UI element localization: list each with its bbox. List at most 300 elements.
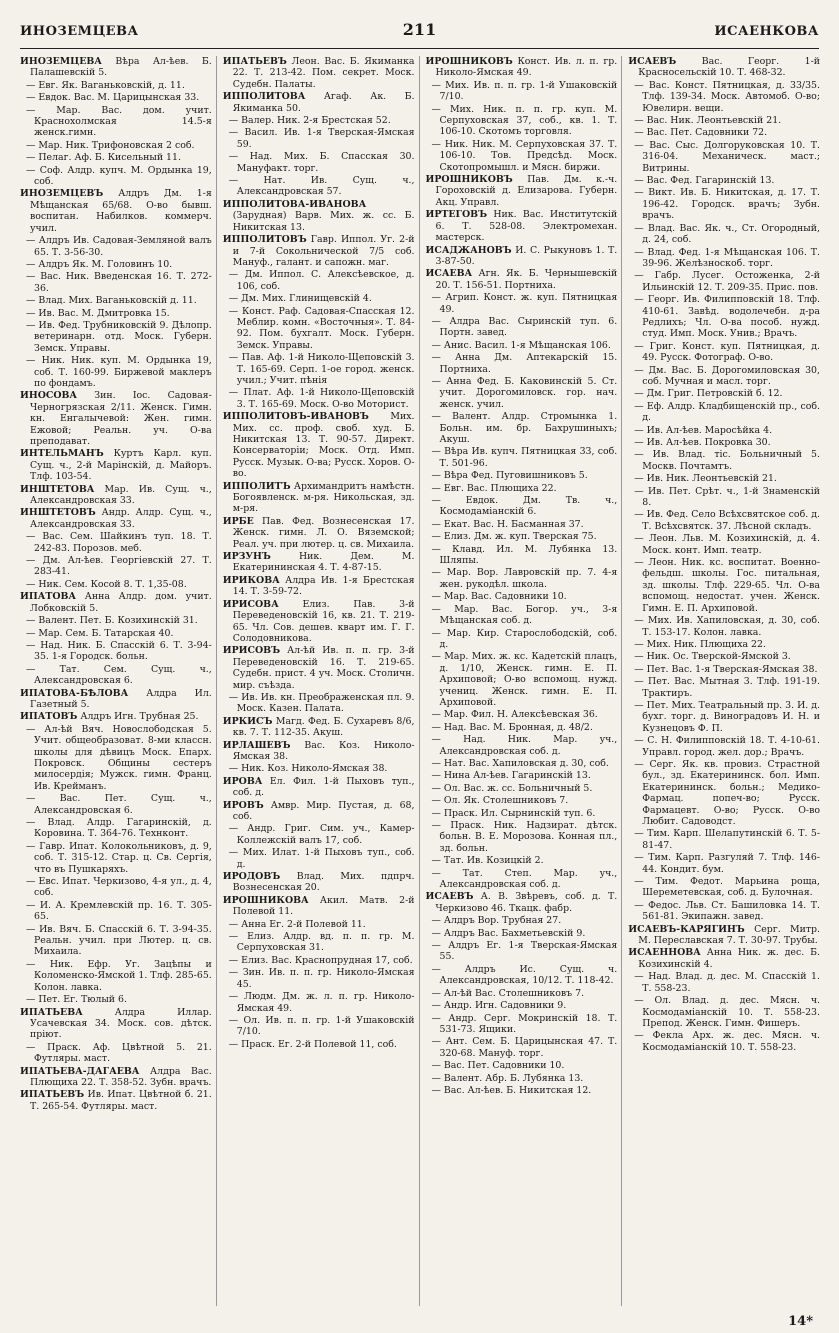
directory-entry <box>426 1036 618 1059</box>
entry-text: И. С. Рыкуновъ 1. Т. 3-87-50. <box>435 244 618 267</box>
entry-surname: ИПАТЬЕВА <box>20 1006 83 1018</box>
entry-surname: ИРБЕ <box>222 515 254 527</box>
entry-text: Пелаг. Аф. Б. Кисельный 11. <box>38 152 181 164</box>
entry-text: Влад. Фед. 1-я Мѣщанская 106. Т. 39-96. Желѣзноскоб. торг. <box>642 246 820 269</box>
entry-text: Вас. Ник. Леонтьевскій 21. <box>646 115 782 127</box>
entry-text: Вас. Фед. Гагаринскій 13. <box>646 175 775 187</box>
entry-text: Федос. Льв. Ст. Башиловка 14. Т. 561-81. Экипажн. завед. <box>642 899 820 923</box>
entry-text: Вас. Пет. Сущ. ч., Александровская 6. <box>34 793 212 816</box>
entry-text: Еф. Алдр. Кладбищенскій пр., соб. д. <box>642 400 820 424</box>
entry-text: Леон. Вас. Б. Якиманка 22. Т. 213-42. Пом. секрет. Моск. Судебн. Палаты. <box>232 56 415 90</box>
directory-entry <box>628 175 820 186</box>
entry-text: С. Н. Филипповскій 18. Т. 4-10-61. Управл. город. жел. дор.; Врачъ. <box>642 735 820 758</box>
entry-text: Ант. Сем. Б. Царицынская 47. Т. 320-68. Мануф. торг. <box>439 1036 618 1059</box>
entry-text: Алдра Ил. Газетный 5. <box>30 687 212 710</box>
directory-entry <box>223 871 415 894</box>
entry-surname: ИРИКОВА <box>222 574 280 586</box>
directory-entry <box>20 900 212 923</box>
directory-entry <box>426 1073 618 1084</box>
entry-surname: ИНТЕЛЬМАНЪ <box>20 448 104 460</box>
directory-entry <box>223 692 415 715</box>
directory-entry <box>426 940 618 963</box>
entry-surname: ИРОШНИКОВА <box>222 894 309 906</box>
entry-text: Мар. Кир. Старослободскій, соб. д. <box>439 627 618 650</box>
entry-text: Ник. Ос. Тверской-Ямской 3. <box>646 651 791 663</box>
entry-text: Андр. Алдр. Сущ. ч., Александровская 33. <box>30 507 212 530</box>
directory-entry <box>628 187 820 221</box>
directory-entry <box>20 793 212 816</box>
directory-entry <box>223 955 415 966</box>
entry-text: Ив. Фед. Село Всѣхсвятское соб. д. Т. Всѣхсвятск. 37. Лѣсной складъ. <box>642 509 820 532</box>
entry-text: Ник. Коз. Николо-Ямская 38. <box>241 763 388 775</box>
directory-entry <box>628 486 820 509</box>
entry-text: Соф. Алдр. купч. М. Ордынка 19, соб. <box>34 164 212 188</box>
directory-entry <box>628 247 820 270</box>
directory-entry <box>223 1015 415 1038</box>
directory-entry <box>20 259 212 270</box>
directory-entry <box>628 270 820 293</box>
directory-entry <box>223 800 415 823</box>
entry-text: Вас. Коз. Николо-Ямская 38. <box>232 739 415 762</box>
directory-entry <box>628 639 820 650</box>
entry-surname: ИНШТЕТОВЪ <box>20 507 96 519</box>
directory-entry <box>223 387 415 410</box>
entry-text: Над. Ник. Мар. уч., Александровская соб. д. <box>439 734 618 757</box>
entry-text: Алдръ Ис. Сущ. ч. Александровская, 10/12. Т. 118-42. <box>439 963 618 987</box>
entry-surname: ИСАЕВА <box>425 268 473 280</box>
directory-entry <box>426 591 618 602</box>
entry-text: Вѣра Фед. Пуговишниковъ 5. <box>443 470 588 482</box>
entry-text: Дм. Ал-ѣев. Георгіевскій 27. Т. 283-41. <box>34 555 212 578</box>
directory-entry <box>628 437 820 448</box>
directory-entry <box>628 140 820 174</box>
directory-entry <box>426 722 618 733</box>
directory-entry <box>426 868 618 891</box>
entry-text: Плат. Аф. 1-й Николо-Щеповскій 3. Т. 165-69. Моск. О-во Моторист. <box>236 387 415 410</box>
column-4 <box>628 56 820 1306</box>
directory-entry <box>20 295 212 306</box>
directory-entry <box>628 115 820 126</box>
entry-text: Тат. Степ. Мар. уч., Александровская соб. д. <box>439 867 618 891</box>
entry-text: Пет. Мих. Театральный пр. 3. И. д. бухг. торг. д. Виноградовъ И. Н. и Кузнецовъ Ф. П. <box>642 699 820 734</box>
entry-surname: ИСАЕННОВА <box>628 947 701 959</box>
entry-text: Над. Мих. Б. Спасская 30. Мануфакт. торг. <box>236 151 415 174</box>
directory-entry <box>223 740 415 763</box>
directory-entry <box>223 269 415 292</box>
directory-entry <box>426 411 618 445</box>
entry-text: Екат. Вас. Н. Басманная 37. <box>443 518 584 530</box>
directory-entry <box>223 645 415 691</box>
entry-text: Алдра Ив. 1-я Брестская 14. Т. 3-59-72. <box>232 574 415 598</box>
directory-entry <box>628 759 820 827</box>
directory-entry <box>426 470 618 481</box>
directory-entry <box>20 640 212 663</box>
column-2 <box>223 56 420 1306</box>
entry-text: Пет. Вас. Мытная 3. Тлф. 191-19. Трактиръ. <box>642 676 820 699</box>
directory-entry <box>20 165 212 188</box>
directory-entry <box>223 234 415 268</box>
entry-text: Ив. Фед. Трубниковскій 9. Дѣлопр. ветеринарн. отд. Моск. Губерн. Земск. Управы. <box>34 319 212 354</box>
directory-entry <box>426 352 618 375</box>
directory-entry <box>426 1013 618 1036</box>
entry-text: Мар. Ник. Трифоновская 2 соб. <box>38 139 195 151</box>
directory-entry <box>426 891 618 914</box>
entry-text: Анна Ник. ж. дес. Б. Козихинскій 4. <box>638 947 820 970</box>
directory-entry <box>426 770 618 781</box>
entry-text: Вас. Пет. Садовники 10. <box>443 1060 565 1072</box>
entry-text: Викт. Ив. Б. Никитская, д. 17. Т. 196-42. Городск. врачъ; Зубн. врачъ. <box>642 187 820 222</box>
entry-surname: ИРТЕГОВЪ <box>425 209 488 221</box>
entry-text: Ник. Ник. куп. М. Ордынка 19, соб. Т. 160-99. Биржевой маклеръ по фондамъ. <box>34 355 212 389</box>
directory-entry <box>628 557 820 614</box>
entry-surname: ИПАТЬЕВА-ДАГАЕВА <box>20 1065 140 1077</box>
entry-text: Алдра Вас. Плющиха 22. Т. 358-52. Зубн. врачъ. <box>30 1065 212 1088</box>
entry-text: Гавр. Ипат. Колокольниковъ, д. 9, соб. Т. 315-12. Стар. ц. Св. Сергія, что въ Пушкаряхъ. <box>34 840 212 875</box>
directory-entry <box>426 80 618 103</box>
entry-text: Вас. Сем. Шайкинъ туп. 18. Т. 242-83. Порозов. меб. <box>34 531 212 554</box>
directory-entry <box>223 481 415 515</box>
directory-entry <box>628 828 820 851</box>
entry-text: Пав. Аф. 1-й Николо-Щеповскій 3. Т. 165-69. Серп. 1-ое город. женск. учил.; Учит. пѣнія <box>236 352 415 386</box>
entry-text: Вас. Сыс. Долгоруковская 10. Т. 316-04. Механическ. маст.; Витрины. <box>642 139 820 174</box>
entry-text: Евг. Вас. Плющиха 22. <box>443 482 557 494</box>
entry-surname: ИПАТОВА <box>20 591 77 603</box>
entry-text: Ив. Ив. кн. Преображенская пл. 9. Моск. Казен. Палата. <box>236 691 415 715</box>
directory-entry <box>20 924 212 958</box>
directory-entry <box>426 628 618 651</box>
column-3 <box>426 56 623 1306</box>
directory-entry <box>223 551 415 574</box>
entry-text: Ив. Ник. Леонтьевскій 21. <box>646 473 777 485</box>
directory-entry <box>426 604 618 627</box>
entry-text: Пав. Дм. к.-ч. Гороховскій д. Елизарова. Губерн. Акц. Управл. <box>435 174 618 208</box>
entry-surname: ИПАТЬЕВЪ <box>222 56 287 67</box>
entry-text: Пет. Ег. Тюлый 6. <box>38 994 127 1006</box>
directory-entry <box>426 104 618 138</box>
entry-text: Алдръ Ег. 1-я Тверская-Ямская 55. <box>439 940 618 963</box>
entry-text: Вас. Ник. Введенская 16. Т. 272-36. <box>34 271 212 294</box>
directory-entry <box>426 174 618 208</box>
entry-text: Ник. Дем. М. Екатерининская 4. Т. 4-87-15. <box>232 551 415 574</box>
entry-text: Ол. Ив. п. п. гр. 1-й Ушаковскій 7/10. <box>236 1014 415 1038</box>
entry-text: Дм. Вас. Б. Дорогомиловская 30, соб. Мучная и масл. торг. <box>642 364 820 387</box>
directory-entry <box>628 223 820 246</box>
entry-text: Ал-ѣй Ив. п. п. гр. 3-й Переведеновскій 16. Т. 219-65. Судебн. прист. 4 уч. Моск. Столичн. мир. съѣзда. <box>232 645 415 691</box>
entry-text: Тим. Карп. Шелапутинскій 6. Т. 5-81-47. <box>642 828 820 851</box>
directory-entry <box>223 1039 415 1050</box>
entry-text: Дм. Мих. Глинищевскій 4. <box>241 293 372 305</box>
directory-entry <box>20 841 212 875</box>
directory-entry <box>223 411 415 479</box>
entry-text: Вас. Конст. Пятницкая, д. 33/35. Тлф. 139-34. Моск. Автомоб. О-во; Ювелирн. вещи. <box>642 79 820 114</box>
directory-entry <box>20 235 212 258</box>
entry-text: Ив. Ал-ѣев. Покровка 30. <box>646 437 771 448</box>
entry-text: Над. Влад. д. дес. М. Спасскій 1. Т. 558-23. <box>642 971 820 994</box>
directory-entry <box>426 915 618 926</box>
entry-surname: ИСАЕВЪ-КАРЯГИНЪ <box>628 923 745 935</box>
directory-entry <box>20 555 212 578</box>
entry-text: Анис. Васил. 1-я Мѣщанская 106. <box>443 339 611 351</box>
directory-entry <box>20 105 212 139</box>
directory-entry <box>20 92 212 103</box>
entry-text: Ив. Влад. тіс. Больничный 5. Москв. Почтамтъ. <box>642 449 820 472</box>
entry-text: Валент. Алдр. Стромынка 1. Больн. им. бр. Бахрушиныхъ; Акуш. <box>439 411 618 445</box>
entry-surname: ИПАТОВА-БѢЛОВА <box>20 687 129 699</box>
entry-text: Мих. Ив. Хапиловская, д. 30, соб. Т. 153-17. Колон. лавка. <box>642 615 820 638</box>
directory-entry <box>20 188 212 234</box>
directory-entry <box>223 56 415 90</box>
entry-text: Нат. Ив. Сущ. ч., Александровская 57. <box>236 175 415 198</box>
entry-text: Валент. Абр. Б. Лубянка 13. <box>443 1072 584 1084</box>
entry-text: Алдръ Вор. Трубная 27. <box>443 915 562 927</box>
entry-text: Мар. Вас. дом. учит. Краснохолмская 14.5-я женск.гимн. <box>34 104 212 139</box>
directory-entry <box>426 139 618 173</box>
page-number: 211 <box>402 20 437 39</box>
entry-text: Вас. Ал-ѣев. Б. Никитская 12. <box>443 1084 592 1096</box>
directory-entry <box>223 847 415 870</box>
directory-entry <box>223 127 415 150</box>
entry-text: Тим. Федот. Марьина роща, Шереметевская, соб. д. Булочная. <box>642 876 820 899</box>
directory-entry <box>426 795 618 806</box>
directory-entry <box>628 127 820 138</box>
directory-entry <box>628 676 820 699</box>
running-head-right: ИСАЕНКОВА <box>714 24 819 39</box>
directory-entry <box>20 320 212 354</box>
directory-entry <box>20 1042 212 1065</box>
directory-entry <box>426 245 618 268</box>
entry-text: Евг. Як. Ваганьковскій, д. 11. <box>38 79 185 91</box>
entry-text: Анна Фед. Б. Каковинскій 5. Ст. учит. Дорогомиловск. гор. нач. женск. учил. <box>439 375 618 410</box>
directory-entry <box>20 711 212 722</box>
entry-text: Елиз. Пав. 3-й Переведеновскій 16, кв. 21. Т. 219-65. Чл. Сов. дешев. кварт им. Г. Г. Солодовникова. <box>232 598 415 644</box>
entry-text: Мар. Вас. Садовники 10. <box>443 591 567 603</box>
entry-surname: ИРИСОВА <box>222 598 279 610</box>
directory-entry <box>223 931 415 954</box>
column-1 <box>20 56 217 1306</box>
entry-text: Мар. Вас. Богор. уч., 3-я Мѣщанская соб. д. <box>439 603 618 627</box>
directory-entry <box>426 316 618 339</box>
entry-text: Леон. Ник. кс. воспитат. Военно-фельдш. школы. Гос. питальная, зд. школы. Тлф. 229-65. Чл. О-ва вспомощ. недостат. учен. Женск. Гимн. Е. П. Архиповой. <box>642 557 820 614</box>
directory-entry <box>20 959 212 993</box>
directory-entry <box>426 783 618 794</box>
directory-entry <box>426 376 618 410</box>
directory-entry <box>628 664 820 675</box>
directory-entry <box>426 1085 618 1096</box>
entry-text: Тат. Ив. Козицкій 2. <box>443 855 544 867</box>
entry-text: Андр. Игн. Садовники 9. <box>443 1000 567 1012</box>
directory-entry <box>20 484 212 507</box>
directory-entry <box>223 599 415 645</box>
entry-text: Алдръ Вас. Бахметьевскій 9. <box>443 927 586 939</box>
directory-entry <box>223 516 415 550</box>
entry-text: Ив. Вас. М. Дмитровка 15. <box>38 307 170 319</box>
directory-entry <box>628 995 820 1029</box>
entry-text: Елиз. Вас. Краснопрудная 17, соб. <box>241 954 413 966</box>
entry-surname: ИРКИСЪ <box>222 715 273 727</box>
entry-text: Анна Ег. 2-й Полевой 11. <box>241 918 366 930</box>
entry-text: Над. Ник. Б. Спасскій 6. Т. 3-94-35. 1-я Городск. больн. <box>34 639 212 663</box>
entry-surname: ИППОЛИТОВА-ИВАНОВА <box>222 198 367 210</box>
entry-text: Мар. Мих. ж. кс. Кадетскій плацъ, д. 1/10, Женск. гимн. Е. П. Архиповой; О-во вспомощ. нужд. учениц. Женск. гимн. Е. П. Архиповой. <box>439 651 618 708</box>
directory-entry <box>628 700 820 734</box>
directory-entry <box>20 80 212 91</box>
directory-entry <box>223 763 415 774</box>
entry-surname: ИРОВЪ <box>222 799 264 811</box>
entry-text: Влад. Мих. пдпрч. Вознесенская 20. <box>232 871 415 894</box>
entry-text: Праск. Аф. Цвѣтной 5. 21. Футляры. маст. <box>34 1041 212 1065</box>
directory-entry <box>20 724 212 792</box>
entry-text: Евс. Ипат. Черкизово, 4-я ул., д. 4, соб. <box>34 876 212 899</box>
directory-entry <box>223 199 415 233</box>
directory-entry <box>20 507 212 530</box>
directory-entry <box>20 56 212 79</box>
directory-entry <box>426 734 618 757</box>
entry-text: Нина Ал-ѣев. Гагаринскій 13. <box>443 770 591 782</box>
entry-surname: ИНОЗЕМЦЕВА <box>20 56 102 67</box>
directory-entry <box>20 531 212 554</box>
entry-text: Ник. Ефр. Уг. Зацѣпы и Коломенско-Ямской 1. Тлф. 285-65. Колон. лавка. <box>34 958 212 993</box>
entry-text: Алдръ Як. М. Головинъ 10. <box>38 258 173 270</box>
entry-text: Мих. Ник. Плющиха 22. <box>646 638 766 650</box>
entry-text: Елиз. Алдр. вд. п. п. гр. М. Серпуховская 31. <box>236 931 415 954</box>
entry-text: Вѣра Ал-ѣев. Б. Палашевскій 5. <box>30 56 212 79</box>
entry-text: Ол. Влад. д. дес. Мясн. ч. Космодаміанскій 10. Т. 558-23. Препод. Женск. Гимн. Фишеръ. <box>642 995 820 1029</box>
entry-text: Андр. Серг. Мокринскій 18. Т. 531-73. Ящики. <box>439 1012 618 1035</box>
entry-text: Конст. Раф. Садовая-Спасская 12. Меблир. комн. «Восточныя». Т. 84-92. Пом. бухгалт. Моск. Губерн. Земск. Управы. <box>236 305 415 351</box>
directory-entry <box>628 509 820 532</box>
directory-entry <box>426 820 618 854</box>
directory-entry <box>20 615 212 626</box>
directory-entry <box>223 716 415 739</box>
directory-entry <box>628 388 820 399</box>
directory-entry <box>20 1066 212 1089</box>
directory-entry <box>20 688 212 711</box>
entry-text: Зин. Ив. п. п. гр. Николо-Ямская 45. <box>236 967 415 990</box>
entry-text: Григ. Конст. куп. Пятницкая, д. 49. Русск. Фотограф. О-во. <box>642 340 820 364</box>
directory-entry <box>20 876 212 899</box>
entry-text: Леон. Льв. М. Козихинскій, д. 4. Моск. конт. Имп. театр. <box>642 533 820 556</box>
entry-text: Васил. Ив. 1-я Тверская-Ямская 59. <box>236 127 415 150</box>
directory-entry <box>426 651 618 708</box>
entry-text: Ник. Ник. М. Серпуховская 37. Т. 106-10. Тов. Предсѣд. Моск. Скотопромышл. и Мясн. биржи. <box>439 138 618 173</box>
entry-text: А. В. Звѣревъ, соб. д. Т. Черкизово 46. Ткацк. фабр. <box>435 891 618 914</box>
entry-text: Агрип. Конст. ж. куп. Пятницкая 49. <box>439 292 618 315</box>
directory-entry <box>426 709 618 720</box>
entry-text: Амвр. Мир. Пустая, д. 68, соб. <box>232 799 415 822</box>
directory-entry <box>223 967 415 990</box>
directory-entry <box>628 401 820 424</box>
directory-entry <box>20 152 212 163</box>
entry-text: Пет. Вас. 1-я Тверская-Ямская 38. <box>646 663 818 675</box>
directory-entry <box>223 306 415 352</box>
entry-text: Праск. Ник. Надзират. дѣтск. больн. В. Е. Морозова. Конная пл., зд. больн. <box>439 820 618 854</box>
directory-entry <box>20 579 212 590</box>
directory-entry <box>426 964 618 987</box>
directory-entry <box>628 735 820 758</box>
entry-text: Конст. Ив. л. п. гр. Николо-Ямская 49. <box>435 56 618 79</box>
entry-text: Алдра Иллар. Усачевская 34. Моск. сов. дѣтск. пріют. <box>30 1006 212 1041</box>
entry-text: Мих. Мих. сс. проф. своб. худ. Б. Никитская 13. Т. 90-57. Директ. Консерваторіи; Моск. Отд. Имп. Русск. Музык. О-ва; Русск. Хоров. О-во. <box>232 411 415 480</box>
directory-entry <box>628 1030 820 1053</box>
directory-entry <box>628 615 820 638</box>
entry-text: Алдръ Игн. Трубная 25. <box>80 711 199 723</box>
directory-entry <box>223 919 415 930</box>
entry-text: Ел. Фил. 1-й Пыховъ туп., соб. д. <box>232 775 415 799</box>
directory-entry <box>628 852 820 875</box>
entry-text: Елиз. Дм. ж. куп. Тверская 75. <box>443 531 597 543</box>
entry-surname: ИППОЛИТОВЪ-ИВАНОВЪ <box>222 411 369 423</box>
directory-entry <box>20 664 212 687</box>
entry-text: Куртъ Карл. куп. Сущ. ч., 2-й Марінскій, д. Майоръ. Тлф. 103-54. <box>30 448 212 483</box>
directory-entry <box>426 483 618 494</box>
entry-text: Нат. Вас. Хапиловская д. 30, соб. <box>443 757 609 769</box>
directory-entry <box>628 473 820 484</box>
entry-surname: ИПАТОВЪ <box>20 711 78 723</box>
directory-entry <box>426 855 618 866</box>
directory-entry <box>426 1000 618 1011</box>
entry-surname: ИРОДОВЪ <box>222 871 281 883</box>
entry-text: Анна Дм. Аптекарскій 15. Портниха. <box>439 352 618 375</box>
entry-text: Мар. Ив. Сущ. ч., Александровская 33. <box>30 483 212 507</box>
entry-text: Пав. Фед. Вознесенская 17. Женск. гимн. Л. О. Вяземской; Реал. уч. при лютер. ц. св. Михаила. <box>232 515 415 550</box>
directory-entry <box>20 140 212 151</box>
entry-text: Ив. Ал-ѣев. Маросѣйка 4. <box>646 424 773 436</box>
directory-entry <box>426 928 618 939</box>
entry-surname: ИРЛАШЕВЪ <box>222 739 291 751</box>
entry-text: Ив. Пет. Срѣт. ч., 1-й Знаменскій 8. <box>642 485 820 509</box>
entry-text: Дм. Иппол. С. Алексѣевское, д. 106, соб. <box>236 269 415 292</box>
running-head-left: ИНОЗЕМЦЕВА <box>20 24 139 39</box>
entry-text: Мар. Фил. Н. Алексѣевская 36. <box>443 709 598 721</box>
directory-entry <box>628 876 820 899</box>
directory-entry <box>426 340 618 351</box>
entry-text: Магд. Фед. Б. Сухаревъ 8/6, кв. 7. Т. 112-35. Акуш. <box>232 715 415 739</box>
entry-text: Праск. Ег. 2-й Полевой 11, соб. <box>241 1038 397 1050</box>
directory-entry <box>628 533 820 556</box>
directory-entry <box>20 271 212 294</box>
entry-text: Гавр. Иппол. Уг. 2-й и 7-й Сокольнической 7/5 соб. Мануф., галант. и сапожн. маг. <box>232 234 415 268</box>
entry-text: Мар. Сем. Б. Татарская 40. <box>38 627 174 639</box>
entry-text: Дм. Григ. Петровскій б. 12. <box>646 388 783 400</box>
directory-entry <box>20 390 212 447</box>
entry-text: Праск. Ил. Сырнинскій туп. 6. <box>443 807 596 819</box>
directory-columns <box>20 56 820 1306</box>
entry-surname: ИРИСОВЪ <box>222 645 281 657</box>
entry-text: Акил. Матв. 2-й Полевой 11. <box>232 894 415 918</box>
directory-entry <box>223 293 415 304</box>
entry-text: Алдръ Дм. 1-я Мѣщанская 65/68. О-во бывш. воспитан. Набилков. коммерч. учил. <box>30 188 212 234</box>
entry-text: Ник. Вас. Институтскій 6. Т. 528-08. Электромехан. мастерск. <box>435 209 618 244</box>
entry-surname: ИРОВА <box>222 775 263 787</box>
entry-surname: ИППОЛИТОВЪ <box>222 234 307 246</box>
directory-entry <box>628 651 820 662</box>
directory-entry <box>426 495 618 518</box>
directory-entry <box>426 758 618 769</box>
entry-surname: ИСАДЖАНОВЪ <box>425 244 512 256</box>
entry-surname: ИНОСОВА <box>20 390 78 402</box>
entry-text: Валент. Пет. Б. Козихинскій 31. <box>38 615 198 627</box>
entry-surname: ИРОШНИКОВЪ <box>425 174 513 186</box>
directory-entry <box>426 519 618 530</box>
entry-text: Ив. Вяч. Б. Спасскій 6. Т. 3-94-35. Реальн. учил. при Лютер. ц. св. Михаила. <box>34 923 212 958</box>
entry-surname: ИСАЕВЪ <box>628 56 677 67</box>
signature-mark: 14* <box>788 1314 813 1329</box>
page-header <box>20 14 819 49</box>
entry-text: Клавд. Ил. М. Лубянка 13. Шляпы. <box>439 543 618 567</box>
directory-entry <box>223 115 415 126</box>
entry-text: Ник. Сем. Косой 8. Т. 1,35-08. <box>38 578 187 590</box>
entry-text: Серг. Митр. М. Переславская 7. Т. 30-97. Трубы. <box>638 923 820 947</box>
